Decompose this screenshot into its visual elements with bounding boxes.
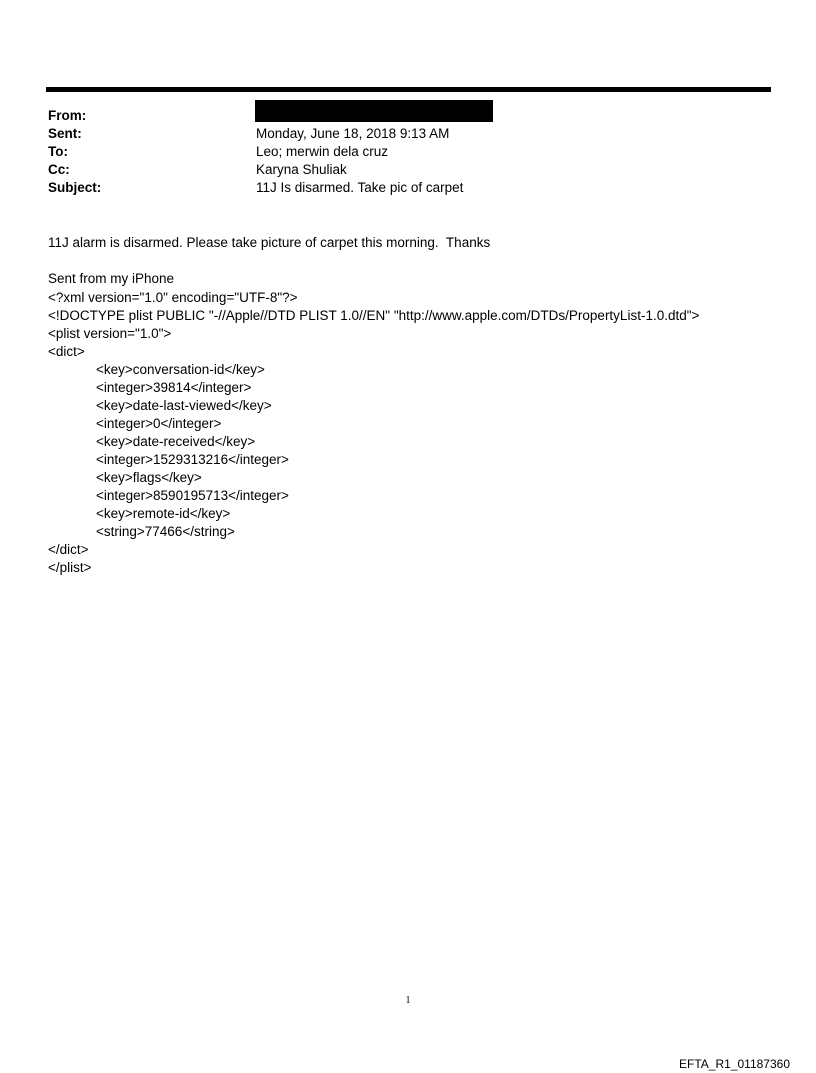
plist-line: <integer>1529313216</integer> [96, 452, 289, 467]
subject-value: 11J Is disarmed. Take pic of carpet [256, 180, 464, 195]
plist-line: <key>flags</key> [96, 470, 202, 485]
plist-line: <key>conversation-id</key> [96, 362, 265, 377]
signature: Sent from my iPhone [48, 271, 175, 286]
header-rule [46, 87, 771, 92]
plist-line: <!DOCTYPE plist PUBLIC "-//Apple//DTD PLIST 1.0//EN" "http://www.apple.com/DTDs/PropertyList-1.0.dtd"> [48, 308, 700, 323]
plist-line: <key>date-received</key> [96, 434, 256, 449]
cc-label: Cc: [48, 162, 70, 177]
plist-line: <?xml version="1.0" encoding="UTF-8"?> [48, 290, 298, 305]
plist-line: <plist version="1.0"> [48, 326, 172, 341]
plist-line: </dict> [48, 542, 89, 557]
to-label: To: [48, 144, 68, 159]
plist-line: <key>date-last-viewed</key> [96, 398, 272, 413]
plist-line: <string>77466</string> [96, 524, 235, 539]
cc-value: Karyna Shuliak [256, 162, 347, 177]
to-value: Leo; merwin dela cruz [256, 144, 389, 159]
plist-line: <integer>0</integer> [96, 416, 222, 431]
plist-line: <key>remote-id</key> [96, 506, 231, 521]
plist-line: <integer>8590195713</integer> [96, 488, 289, 503]
page-number: 1 [405, 995, 411, 1006]
subject-label: Subject: [48, 180, 102, 195]
redaction-bar [255, 100, 493, 122]
sent-label: Sent: [48, 126, 82, 141]
plist-line: <integer>39814</integer> [96, 380, 252, 395]
sent-value: Monday, June 18, 2018 9:13 AM [256, 126, 450, 141]
plist-line: </plist> [48, 560, 92, 575]
message-body: 11J alarm is disarmed. Please take picture of carpet this morning. Thanks [48, 235, 491, 250]
plist-block [48, 289, 699, 577]
from-label: From: [48, 108, 87, 123]
bates-number: EFTA_R1_01187360 [679, 1057, 790, 1071]
plist-line: <dict> [48, 344, 85, 359]
